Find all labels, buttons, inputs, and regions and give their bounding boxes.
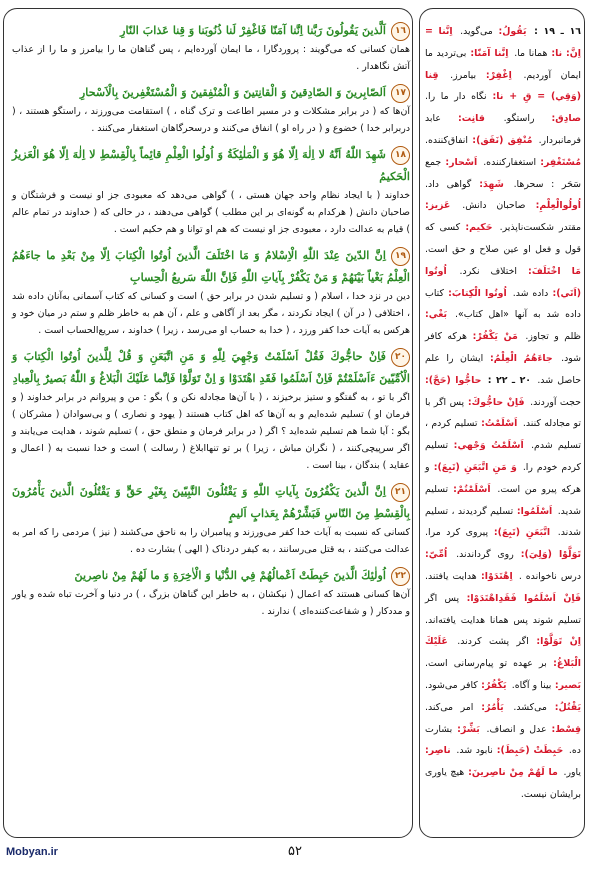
vocab-entry: يَأْمُرُ: امر می‌کند. bbox=[425, 701, 504, 713]
vocab-term: نا bbox=[555, 47, 563, 59]
vocab-section-header: ١٦ ـ ١٩ : bbox=[534, 26, 582, 37]
vocab-definition: عدل و انصاف. bbox=[486, 723, 547, 735]
verse-number-badge: ٢١ bbox=[391, 483, 410, 502]
vocab-entry: عَزيز: مقتدر شکست‌ناپذیر. bbox=[425, 200, 581, 234]
vocab-definition: امر می‌کند. bbox=[425, 701, 474, 713]
vocab-definition: نگاه دار ما را. bbox=[425, 91, 487, 103]
vocab-term: يَكْفُرُ bbox=[484, 679, 507, 691]
vocab-entry: يَقْتُلُ: می‌کشد. bbox=[513, 701, 582, 713]
vocab-definition: پیروی کرد مرا. bbox=[425, 527, 489, 539]
vocab-entry: اَسْلَمْتُ وَجْهي: تسلیم کردم خودم را. bbox=[425, 440, 581, 473]
vocab-entry: اُولُوالْعِلْمِ: صاحبان دانش. bbox=[462, 200, 582, 212]
verse-number-badge: ١٦ bbox=[391, 22, 410, 41]
vocab-term: اُوتُوا (اَتَي) bbox=[425, 265, 581, 299]
vocab-term: اِنْ تَوَلَّوْا bbox=[540, 636, 582, 648]
vocab-definition: تسلیم گردیدند ، تسلیم شدند. bbox=[425, 505, 582, 539]
vocab-term: اَسْلَمْتُ وَجْهي bbox=[457, 440, 524, 452]
vocab-entry: بَشِّرْ: بشارت ده. bbox=[425, 723, 581, 757]
vocab-term: جاءَهُمُ الْعِلْمُ bbox=[493, 352, 553, 364]
verse-number-badge: ٢٢ bbox=[391, 567, 410, 586]
verses-list bbox=[12, 19, 410, 626]
vocab-definition: هیچ یاوری برایشان نیست. bbox=[425, 767, 581, 800]
vocab-definition: انفاق‌کننده. bbox=[425, 134, 469, 146]
vocab-entry: فَاِنْ اَسْلَمُوا فَقَدِاهْتَدَوْا: پس اگر تسلیم شوند پس همانا هدایت یافته‌اند. bbox=[425, 592, 581, 626]
verse-arabic bbox=[12, 19, 410, 41]
vocab-entry: اُوتُوا (اَتَي): داده شد. bbox=[425, 265, 581, 299]
verse-block bbox=[12, 19, 410, 75]
vocab-definition: همانا ما. bbox=[514, 47, 548, 59]
vocab-term: فَاِنْ حاجُّوكَ bbox=[471, 396, 525, 408]
vocab-term: اِنَّنا = اِنَّ bbox=[425, 26, 582, 59]
verse-number-badge: ١٩ bbox=[391, 247, 410, 266]
vocab-entry: قِنا (وَقِي) = قِ + نا: نگاه دار ما را. bbox=[425, 69, 581, 103]
vocab-term: وَ مَنِ اتَّبَعَنِ (تَبِعَ) bbox=[437, 461, 517, 473]
vocab-entry: اتَّبَعَنِ (تَبِعَ): پیروی کرد مرا. bbox=[425, 527, 551, 539]
vocab-term: ما لَهُمْ مِنْ ناصِرينَ bbox=[471, 767, 558, 779]
vocab-entry: مَنْ يَكْفُرْ: هرکه کافر شود. bbox=[425, 331, 582, 364]
vocab-definition: عابد فرمانبردار. bbox=[425, 113, 582, 146]
vocab-definition: می‌کشد. bbox=[513, 701, 547, 713]
vocab-term: بَصير bbox=[558, 679, 581, 691]
vocab-definition: گواهی داد. bbox=[425, 178, 472, 190]
vocab-entry: جاءَهُمُ الْعِلْمُ: ایشان را علم حاصل شد. bbox=[425, 352, 581, 386]
vocab-entry: اِنَّنا = اِنَّ: bbox=[425, 26, 582, 59]
vocab-definition: تسلیم کردم ، تسلیم شدم. bbox=[425, 418, 582, 452]
vocab-definition: استغفارکننده. bbox=[483, 156, 537, 168]
vocab-entry: اَسْلَمُوا: تسلیم گردیدند ، تسلیم شدند. bbox=[425, 505, 582, 539]
vocab-term: شَهِدَ bbox=[482, 178, 504, 190]
vocab-definition: یاور. bbox=[563, 767, 581, 779]
vocab-definition: جمع سَحَر : سحرها. bbox=[425, 156, 581, 190]
vocab-definition: ظلم و تجاوز. bbox=[525, 331, 582, 343]
vocab-definition: هدایت یافتند. bbox=[425, 570, 477, 582]
vocab-entry: قِسْط: عدل و انصاف. bbox=[486, 723, 582, 735]
page-number: ۵۲ bbox=[288, 844, 302, 859]
vocab-term: حَكيم bbox=[469, 222, 493, 234]
vocab-definition: و هرکه پیرو من است. bbox=[425, 461, 581, 495]
verse-translation: خداوند ( با ایجاد نظام واحد جهان هستی ، ) گواهی می‌دهد که معبودی جز او نیست و فرشتگان و صاحبان دانش ( هرکدام به گونه‌ای بر این مطلب ) گواهی می‌دهند ، در حالی که ( خداوند در تمام عالم ) قیام به عدالت دارد ، معبودی جز او نیست که هم او توانا و هم حکیم است . bbox=[12, 190, 410, 235]
vocab-entry: اِغْفِرْ: بیامرز. bbox=[450, 69, 512, 81]
vocab-definition: نابود شد. bbox=[456, 745, 493, 757]
vocab-term: ناصِر bbox=[428, 745, 451, 757]
verse-arabic bbox=[12, 143, 410, 187]
vocab-entry: حَكيم: کسی که قول و فعل او عین صلاح و حق است. bbox=[425, 222, 581, 255]
vocab-definition: بینا و آگاه. bbox=[511, 679, 552, 691]
vocab-term: بَشِّرْ bbox=[460, 723, 480, 735]
verse-arabic bbox=[12, 345, 410, 389]
vocab-entry: صادِق: راستگو. bbox=[503, 113, 582, 125]
vocab-term: اَسْلَمُوا bbox=[520, 505, 553, 517]
vocab-entry: اِهْتَدَوْا: هدایت یافتند. bbox=[425, 570, 513, 582]
vocab-definition: کافر می‌شود. bbox=[425, 679, 478, 691]
vocab-term: تَوَلَّوْا (وَلِيَ) bbox=[524, 549, 581, 561]
vocab-definition: ایشان را علم حاصل شد. bbox=[425, 352, 581, 386]
vocab-term: اُوتُوا الْكِتابَ bbox=[451, 287, 507, 299]
vocabulary-list bbox=[425, 19, 581, 804]
vocab-entry: اَسْلَمْتُ: تسلیم کردم ، تسلیم شدم. bbox=[425, 418, 582, 452]
verse-block bbox=[12, 81, 410, 137]
verse-translation: آن‌ها که ( در برابر مشکلات و در مسیر اطاعت و ترک گناه ، ) استقامت می‌ورزند ، راستگو هستند ، ( دربرابر خدا ) خضوع و ( در راه او ) انفاق می‌کنند و درسحرگاهان استغفار می‌کنند . bbox=[12, 106, 410, 134]
vocab-definition: اگر پشت کردند. bbox=[457, 636, 529, 648]
verse-arabic-text: اِنَّ الدّينَ عِنْدَ اللّٰهِ الْاِسْلامُ وَ مَا اخْتَلَفَ الَّذينَ اُوتُوا الْكِتابَ اِلّا مِنْ بَعْدِ ما جاءَهُمُ الْعِلْمُ بَغْياً بَيْنَهُمْ وَ مَنْ يَكْفُرْ بِآياتِ اللّٰهِ فَاِنَّ اللّٰهَ سَريعُ الْحِسابِ bbox=[12, 248, 410, 284]
vocab-entry: بَصير: بینا و آگاه. bbox=[511, 679, 581, 691]
vocab-entry: حَبِطَتْ (حَبِطَ): نابود شد. bbox=[456, 745, 564, 757]
vocab-term: قِنا (وَقِي) = قِ + نا bbox=[425, 69, 581, 103]
vocab-entry: ما لَهُمْ مِنْ ناصِرينَ: هیچ یاوری برایشان نیست. bbox=[425, 767, 581, 800]
vocab-term: حاجُّوا (حَجَّ) bbox=[428, 374, 482, 386]
verse-translation: آن‌ها کسانی هستند که اعمال ( نیکشان ، به خاطر این گناهان بزرگ ، ) در دنیا و آخرت تباه شده و یاور و مددکار ( و شفاعت‌کننده‌ای ) ندارند . bbox=[12, 589, 410, 617]
vocab-entry: يَكْفُرُ: کافر می‌شود. bbox=[425, 679, 507, 691]
vocab-definition: هرکه کافر شود. bbox=[425, 331, 582, 364]
vocab-term: فَاِنْ اَسْلَمُوا فَقَدِاهْتَدَوْا bbox=[470, 592, 581, 604]
verse-translation: اگر با تو ، به گفتگو و ستیز برخیزند ، ( با آن‌ها مجادله نکن و ) بگو : من و پیروانم در برابر خداوند ( و فرمان او ) تسلیم شده‌ایم و به آن‌ها که اهل کتاب هستند ( یهود و نصاری ) و بی‌سوادان ( مشرکان ) بگو : آیا شما هم تسلیم شده‌اید ؟ اگر ( در برابر فرمان و منطق حق ، ) تسلیم شوند ، هدایت می‌یابند و اگر سرپیچی‌کنند ، ( نگران مباش ، زیرا ) بر تو تنهاابلاغ ( رسالت ) است و خدا نسبت به ( اعمال و عقاید ) بندگان ، بینا است . bbox=[12, 392, 410, 471]
vocab-entry: نا: همانا ما. bbox=[514, 47, 563, 59]
vocab-definition: می‌گوید. bbox=[460, 26, 493, 37]
vocab-entry: اَسْحار: جمع سَحَر : سحرها. bbox=[425, 156, 581, 190]
vocab-entry: اُمِّيّ: درس ناخوانده . bbox=[425, 549, 581, 582]
vocab-definition: تسلیم شدید. bbox=[425, 483, 581, 517]
site-watermark: Mobyan.ir bbox=[6, 846, 58, 858]
vocab-section-header: ٢٠ ـ ٢٢ : bbox=[487, 374, 532, 386]
vocab-term: مُسْتَغْفِر bbox=[543, 156, 581, 168]
vocab-term: بَغْي bbox=[428, 309, 448, 321]
vocab-definition: کسی که قول و فعل او عین صلاح و حق است. bbox=[425, 222, 581, 255]
vocab-entry: اِنَّنا آمَنّا: بی‌تردید ما ایمان آوردیم. bbox=[425, 47, 581, 81]
vocab-definition: مقتدر شکست‌ناپذیر. bbox=[499, 222, 581, 234]
vocab-entry: اُوتُوا الْكِتابَ: کتاب داده شد به آنها «اهل کتاب». bbox=[425, 287, 581, 321]
vocab-term: يَأْمُرُ bbox=[485, 701, 504, 713]
verse-block bbox=[12, 244, 410, 339]
vocab-definition: بر عهده تو پیام‌رسانی است. bbox=[425, 658, 547, 670]
vocab-entry: مُسْتَغْفِر: استغفارکننده. bbox=[483, 156, 581, 168]
vocab-term: يَقُولُ bbox=[502, 26, 527, 37]
verse-number-badge: ١٨ bbox=[391, 146, 410, 165]
vocab-entry: اَسْلَمْتُمْ: تسلیم شدید. bbox=[425, 483, 581, 517]
verse-translation: کسانی که نسبت به آیات خدا کفر می‌ورزند و پیامبران را به ناحق می‌کشند ( نیز ) مردمی را که امر به عدالت می‌کنند ، به قتل می‌رسانند ، به کیفر دردناک ( الهی ) بشارت ده . bbox=[12, 527, 410, 555]
vocab-term: اُولُوالْعِلْمِ bbox=[539, 200, 582, 212]
vocabulary-panel bbox=[419, 8, 585, 838]
vocab-term: عَلَيْكَ الْبَلاغُ bbox=[425, 636, 582, 670]
verse-block bbox=[12, 143, 410, 238]
vocab-entry: مُنْفِق (نَفَق): انفاق‌کننده. bbox=[425, 134, 533, 146]
vocab-term: قِسْط bbox=[555, 723, 582, 735]
verse-translation: همان کسانی که می‌گویند : پروردگارا ، ما ایمان آورده‌ایم ، پس گناهان ما را بیامرز و ما را از عذاب آتش نگاهدار . bbox=[12, 44, 410, 72]
vocab-definition: کتاب داده شد به آنها «اهل کتاب». bbox=[425, 287, 581, 321]
vocab-definition: بیامرز. bbox=[450, 69, 477, 81]
verse-arabic-text: شَهِدَ اللّٰهُ اَنَّهُ لا اِلٰهَ اِلّا هُوَ وَ الْمَلٰئِكَةُ وَ اُولُوا الْعِلْمِ قائِماً بِالْقِسْطِ لا اِلٰهَ اِلّا هُوَ الْعَزيزُ الْحَكيمُ bbox=[12, 147, 410, 183]
vocab-definition: راستگو. bbox=[503, 113, 535, 125]
vocab-term: يَقْتُلُ bbox=[558, 701, 582, 713]
verse-number-badge: ١٧ bbox=[391, 84, 410, 103]
vocab-entry: قانِت: عابد فرمانبردار. bbox=[425, 113, 582, 146]
verse-translation: دین در نزد خدا ، اسلام ( و تسلیم شدن در برابر حق ) است و کسانی که کتاب آسمانی به‌آنان داده شد ، اختلافی ( در آن ) ایجاد نکردند ، مگر بعد از آگاهی و علم ، آن هم به خاطر ظلم و ستم در میان خود و هرکس به آیات خدا کفر ورزد ، ( خدا به حساب او می‌رسد ، زیرا ) خداوند ، سریع‌الحساب است . bbox=[12, 291, 410, 336]
vocab-definition: اختلاف نکرد. bbox=[459, 265, 517, 277]
vocab-entry: ناصِر: یاور. bbox=[425, 745, 581, 779]
vocab-entry: اِنْ تَوَلَّوْا: اگر پشت کردند. bbox=[457, 636, 582, 648]
vocab-entry: تَوَلَّوْا (وَلِيَ): روی گرداندند. bbox=[456, 549, 581, 561]
vocab-entry: شَهِدَ: گواهی داد. bbox=[425, 178, 504, 190]
vocab-term: مَا اخْتَلَفَ bbox=[531, 265, 581, 277]
vocab-entry: عَلَيْكَ الْبَلاغُ: بر عهده تو پیام‌رسانی است. bbox=[425, 636, 582, 670]
vocab-term: اِهْتَدَوْا bbox=[484, 570, 513, 582]
vocab-definition: صاحبان دانش. bbox=[462, 200, 526, 212]
vocab-definition: پس اگر با تو مجادله کنند. bbox=[425, 396, 582, 430]
verse-arabic-text: اَلَّذينَ يَقُولُونَ رَبَّنا اِنَّنا آمَنّا فَاغْفِرْ لَنا ذُنُوبَنا وَ قِنا عَذابَ النّارِ bbox=[120, 23, 386, 37]
vocab-entry: بَغْي: ظلم و تجاوز. bbox=[425, 309, 582, 343]
verse-arabic-text: اُولٰئِكَ الَّذينَ حَبِطَتْ اَعْمالُهُمْ فِي الدُّنْيا وَ الْاٰخِرَةِ وَ ما لَهُمْ مِنْ ناصِرينَ bbox=[74, 568, 386, 582]
vocab-term: اِغْفِرْ bbox=[489, 69, 512, 81]
vocab-definition: بشارت ده. bbox=[425, 723, 581, 757]
verse-block bbox=[12, 564, 410, 620]
vocab-term: قانِت bbox=[461, 113, 485, 125]
vocab-term: اُمِّيّ bbox=[428, 549, 448, 561]
verses-panel bbox=[3, 8, 413, 838]
vocab-definition: روی گرداندند. bbox=[456, 549, 514, 561]
vocab-definition: تسلیم کردم خودم را. bbox=[425, 440, 581, 473]
vocab-definition: پس اگر تسلیم شوند پس همانا هدایت یافته‌اند. bbox=[425, 592, 581, 626]
vocab-term: اتَّبَعَنِ (تَبِعَ) bbox=[497, 527, 551, 539]
vocab-definition: بی‌تردید ما ایمان آوردیم. bbox=[425, 47, 581, 81]
verse-arabic bbox=[12, 81, 410, 103]
vocab-term: مَنْ يَكْفُرْ bbox=[476, 331, 518, 343]
verse-arabic-text: اِنَّ الَّذينَ يَكْفُرُونَ بِآياتِ اللّٰهِ وَ يَقْتُلُونَ النَّبِيّينَ بِغَيْرِ حَقٍّ وَ يَقْتُلُونَ الَّذينَ يَأْمُرُونَ بِالْقِسْطِ مِنَ النّاسِ فَبَشِّرْهُمْ بِعَذابٍ اَليمٍ bbox=[12, 484, 410, 520]
vocab-entry: حاجُّوا (حَجَّ): حجت آوردند. bbox=[425, 374, 581, 408]
verse-arabic bbox=[12, 480, 410, 524]
vocab-term: صادِق bbox=[555, 113, 582, 125]
vocab-entry: وَ مَنِ اتَّبَعَنِ (تَبِعَ): و هرکه پیرو من است. bbox=[425, 461, 581, 495]
vocab-entry: يَقُولُ: می‌گوید. bbox=[460, 26, 527, 37]
verse-arabic bbox=[12, 244, 410, 288]
vocab-term: اَسْحار bbox=[449, 156, 478, 168]
vocab-definition: داده شد. bbox=[512, 287, 549, 299]
vocab-term: اِنَّنا آمَنّا bbox=[474, 47, 509, 59]
vocab-term: اَسْلَمْتُ bbox=[484, 418, 518, 430]
verse-number-badge: ٢٠ bbox=[391, 348, 410, 367]
verse-block bbox=[12, 345, 410, 474]
verse-block bbox=[12, 480, 410, 558]
vocab-entry: فَاِنْ حاجُّوكَ: پس اگر با تو مجادله کنند. bbox=[425, 396, 582, 430]
vocab-term: اَسْلَمْتُمْ bbox=[456, 483, 491, 495]
vocab-term: حَبِطَتْ (حَبِطَ) bbox=[500, 745, 564, 757]
vocab-definition: حجت آوردند. bbox=[530, 396, 581, 408]
verse-arabic-text: فَاِنْ حاجُّوكَ فَقُلْ اَسْلَمْتُ وَجْهِيَ لِلّٰهِ وَ مَنِ اتَّبَعَنِ وَ قُلْ لِلَّذينَ اُوتُوا الْكِتابَ وَ الْاُمِّيّينَ ءَاَسْلَمْتُمْ فَاِنْ اَسْلَمُوا فَقَدِ اهْتَدَوْا وَ اِنْ تَوَلَّوْا فَاِنَّما عَلَيْكَ الْبَلاغُ وَ اللّٰهُ بَصيرٌ بِالْعِبادِ bbox=[12, 349, 410, 385]
vocab-definition: درس ناخوانده . bbox=[518, 570, 581, 582]
vocab-entry: مَا اخْتَلَفَ: اختلاف نکرد. bbox=[459, 265, 581, 277]
vocab-term: عَزيز bbox=[428, 200, 451, 212]
verse-arabic-text: اَلصّابِرينَ وَ الصّادِقينَ وَ الْقانِتينَ وَ الْمُنْفِقينَ وَ الْمُسْتَغْفِرينَ بِالْاَسْحارِ bbox=[79, 85, 386, 99]
verse-arabic bbox=[12, 564, 410, 586]
vocab-term: مُنْفِق (نَفَق) bbox=[476, 134, 533, 146]
